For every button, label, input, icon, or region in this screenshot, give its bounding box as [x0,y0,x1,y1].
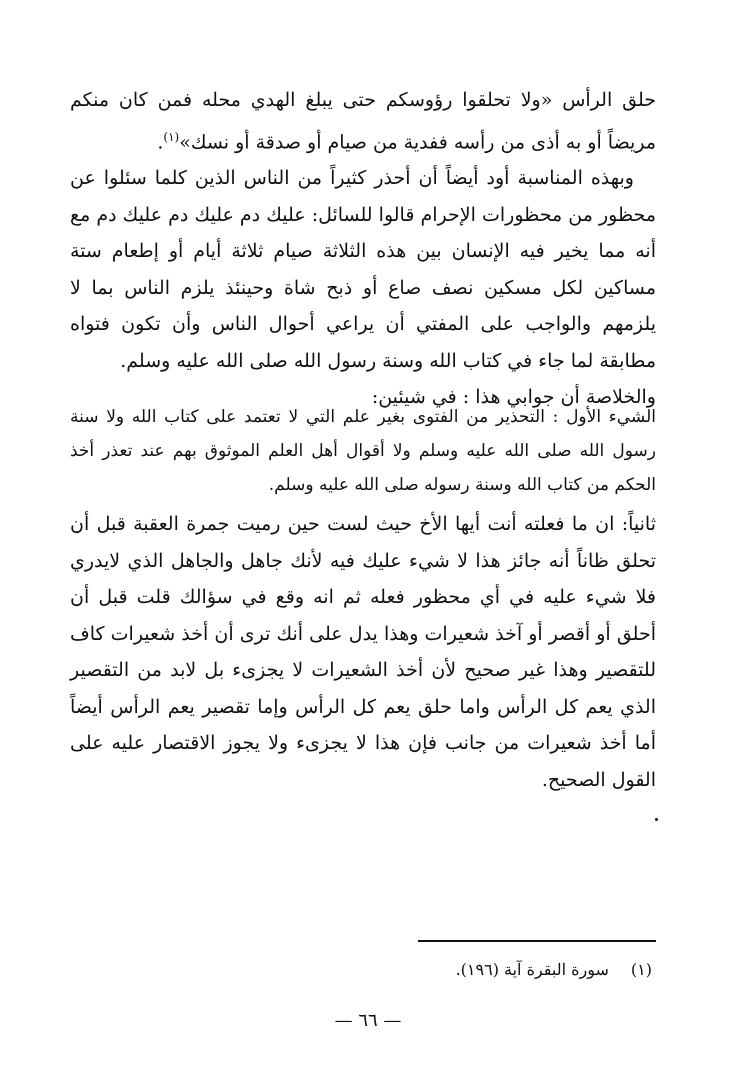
footnote [456,958,652,982]
footnote-reference-end: . [157,130,164,153]
paragraph-4: الشيء الأول : التحذير من الفتوى بغير علم التي لا تعتمد على كتاب الله ولا سنة رسول الله صلى الله عليه وسلم ولا أقوال أهل العلم الموثوق بهم عند تعذر أخذ الحكم من كتاب الله وسنة رسوله صلى الله عليه وسلم. [70,407,656,495]
paragraph-1-text: حلق الرأس «ولا تحلقوا رؤوسكم حتى يبلغ الهدي محله فمن كان منكم مريضاً أو به أذى من رأسه ففدية من صيام أو صدقة أو نسك» [70,89,656,153]
footnote-reference: (١) [163,129,180,144]
paragraph-1 [70,82,656,160]
footnote-text: سورة البقرة آية (١٩٦). [455,960,609,979]
body-text [70,82,656,416]
page-number: — ٦٦ — [334,1010,402,1031]
paragraph-3: والخلاصة أن جوابي هذا : في شيئين: [371,386,656,409]
footnote-number: (١) [630,960,652,979]
paragraph-5: ثانياً: ان ما فعلته أنت أيها الأخ حيث لست حين رميت جمرة العقبة قبل أن تحلق ظاناً أنه جائز هذا لا شيء عليك فيه لأنك جاهل والجاهل الذي لايدري فلا شيء عليه في أي محظور فعله ثم انه وقع في سؤالك قلت قبل أن أحلق أو أقصر أو آخذ شعيرات وهذا يدل على أنك ترى أن أخذ شعيرات كاف للتقصير وهذا غير صحيح لأن أخذ الشعيرات لا يجزىء بل لابد من التقصير الذي يعم كل الرأس واما حلق يعم كل الرأس وإما تقصير يعم الرأس أيضاً أما أخذ شعيرات من جانب فإن هذا لا يجزىء ولا يجوز الاقتصار عليه على القول الصحيح. [70,513,656,791]
paragraph-2: وبهذه المناسبة أود أيضاً أن أحذر كثيراً من الناس الذين كلما سئلوا عن محظور من محظورات الإحرام قالوا للسائل: عليك دم عليك دم عليك دم مع أنه مما يخير فيه الإنسان بين هذه الثلاثة صيام ثلاثة أيام أو إطعام ستة مساكين لكل مسكين نصف صاع أو ذبح شاة وحينئذ يلزم الناس بما لا يلزمهم والواجب على المفتي أن يراعي أحوال الناس وأن تكون فتواه مطابقة لما جاء في كتاب الله وسنة رسول الله صلى الله عليه وسلم. [70,167,656,372]
second-point-text [70,506,656,798]
first-point-text [70,400,656,502]
footnote-divider [418,940,656,942]
stray-dot [655,818,658,821]
